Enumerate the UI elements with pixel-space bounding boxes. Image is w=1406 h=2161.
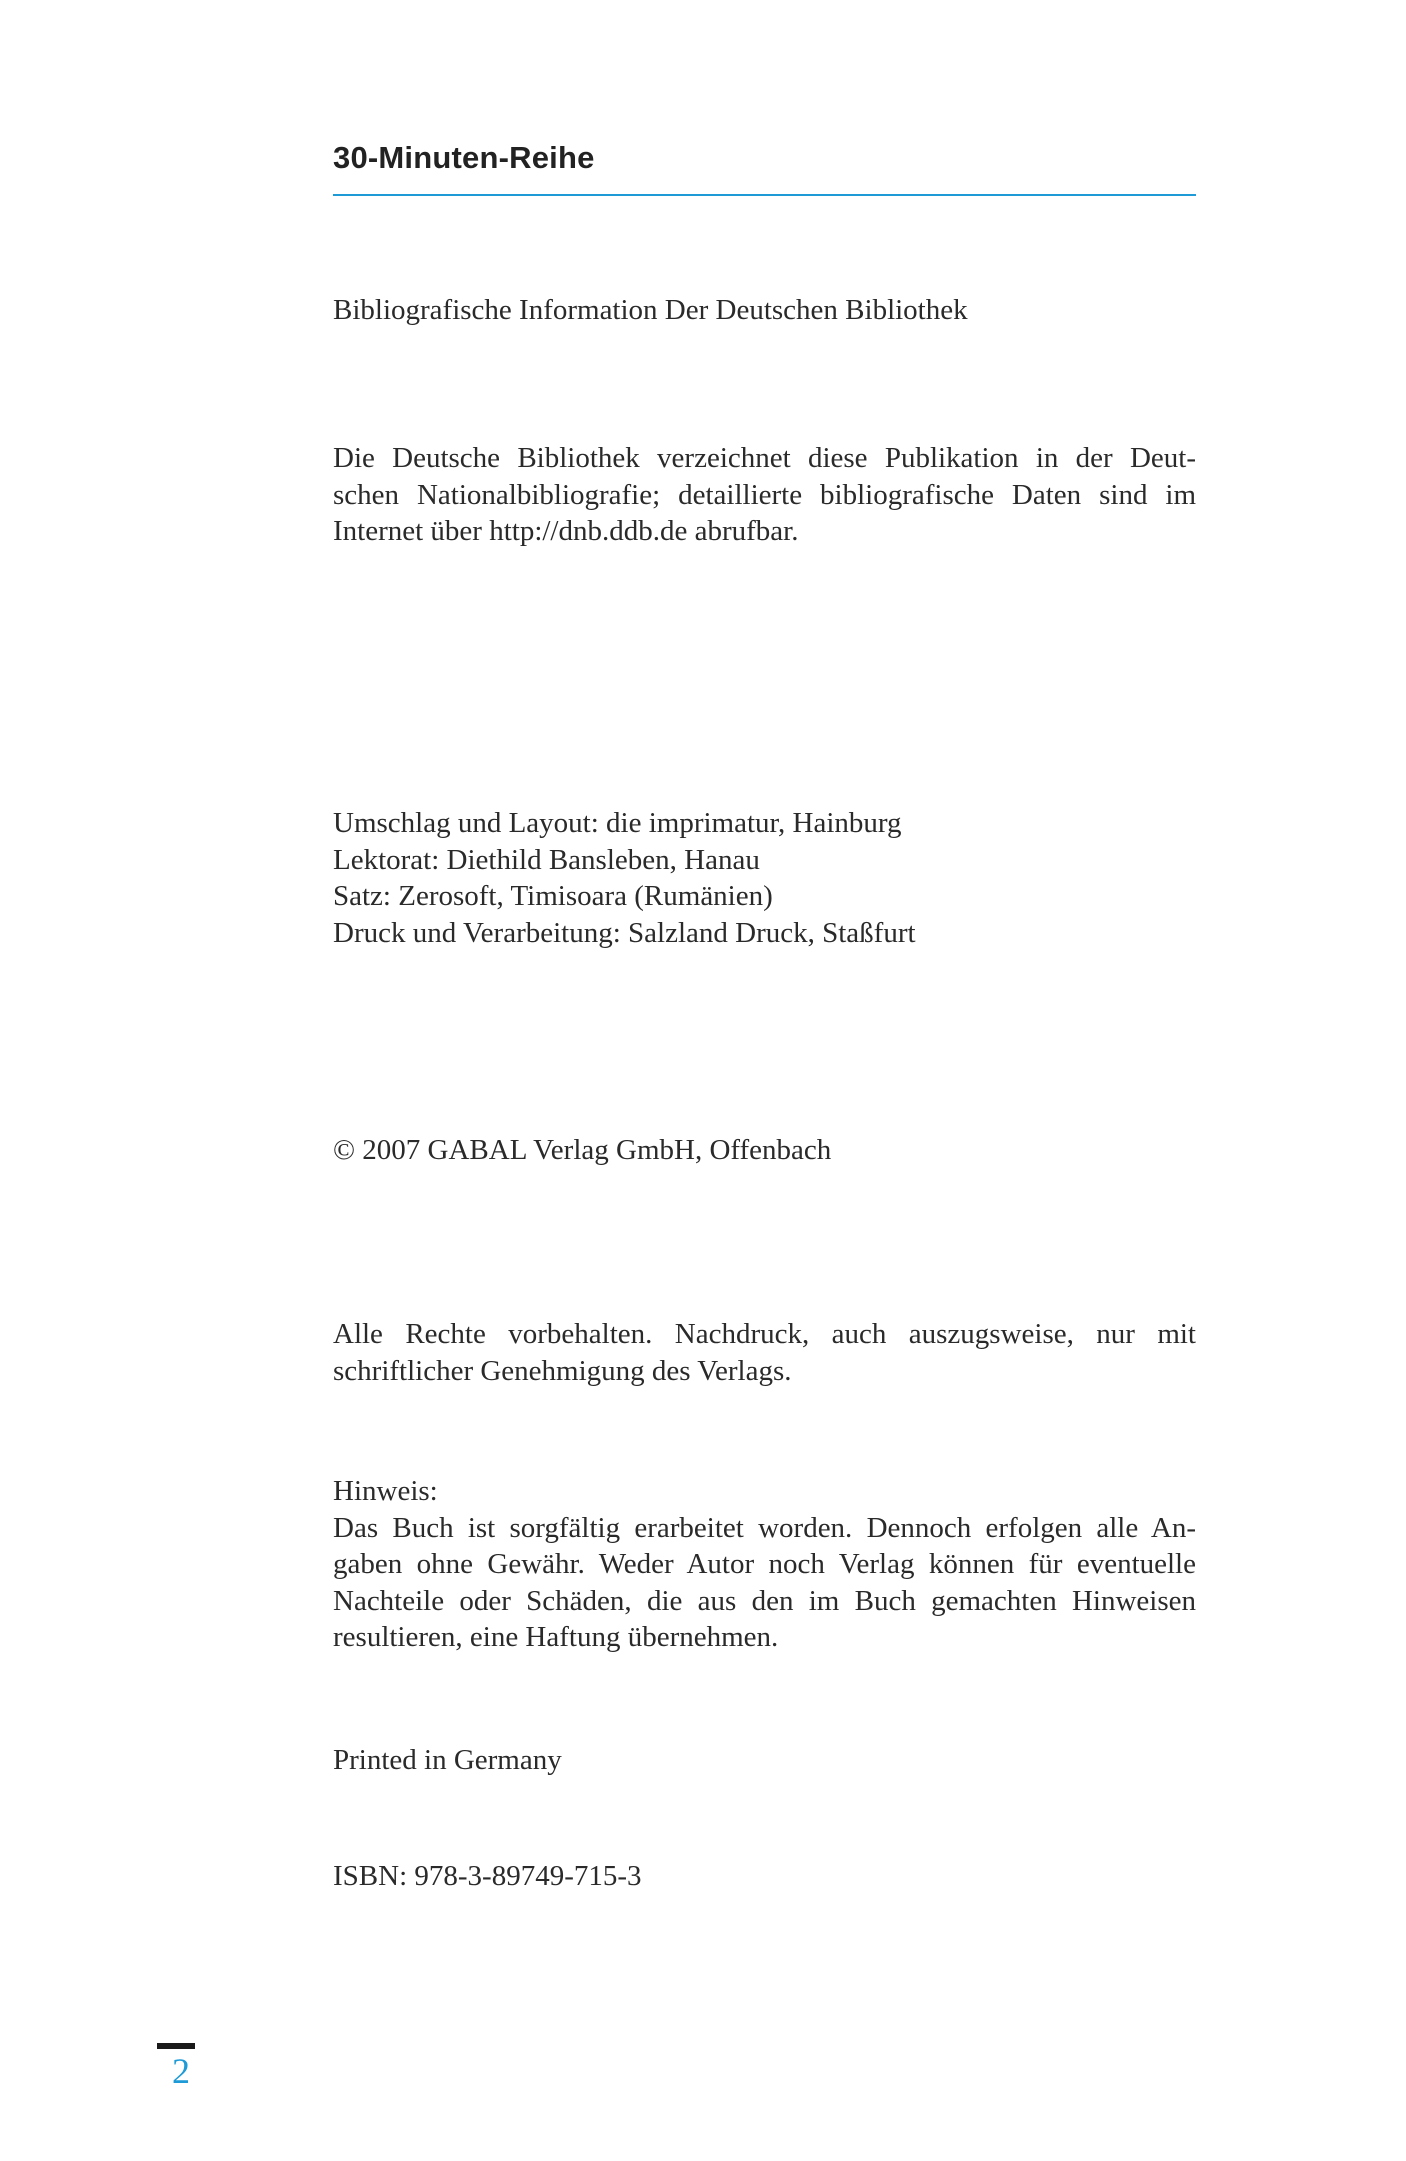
rights-line: Alle Rechte vorbehalten. Nachdruck, auch auszugsweise, nur mit <box>333 1318 1196 1350</box>
bibliographic-paragraph <box>333 440 1196 550</box>
notice-label: Hinweis: <box>333 1475 438 1507</box>
credits-line: Umschlag und Layout: die imprimatur, Hainburg <box>333 807 902 839</box>
bibliographic-line: Die Deutsche Bibliothek verzeichnet diese Publikation in der Deut- <box>333 442 1196 474</box>
rights-paragraph <box>333 1316 1196 1389</box>
credits-line: Satz: Zerosoft, Timisoara (Rumänien) <box>333 880 773 912</box>
notice-line: resultieren, eine Haftung übernehmen. <box>333 1621 779 1653</box>
copyright-text: © 2007 GABAL Verlag GmbH, Offenbach <box>333 1134 832 1166</box>
printed-text: Printed in Germany <box>333 1744 562 1776</box>
printed-block <box>333 1742 1196 1779</box>
isbn-block <box>333 1858 1196 1895</box>
isbn-text: ISBN: 978-3-89749-715-3 <box>333 1860 642 1892</box>
credits-line: Druck und Verarbeitung: Salzland Druck, Staßfurt <box>333 916 916 949</box>
bibliographic-heading <box>333 292 1196 329</box>
notice-line: Nachteile oder Schäden, die aus den im Buch gemachten Hinweisen <box>333 1584 1196 1617</box>
series-title: 30-Minuten-Reihe <box>333 140 595 175</box>
credits-line: Lektorat: Diethild Bansleben, Hanau <box>333 843 760 876</box>
page-number-mark <box>157 2043 195 2049</box>
rights-line: schriftlicher Genehmigung des Verlags. <box>333 1354 792 1387</box>
page-number: 2 <box>172 2051 190 2091</box>
notice-line: Das Buch ist sorgfältig erarbeitet worden. Dennoch erfolgen alle An- <box>333 1511 1196 1544</box>
bibliographic-line: Internet über http://dnb.ddb.de abrufbar. <box>333 515 799 547</box>
notice-paragraph <box>333 1473 1196 1656</box>
bibliographic-line: schen Nationalbibliografie; detaillierte bibliografische Daten sind im <box>333 478 1196 511</box>
notice-line: gaben ohne Gewähr. Weder Autor noch Verlag können für eventuelle <box>333 1548 1196 1580</box>
credits-block <box>333 805 1196 951</box>
bibliographic-heading-text: Bibliografische Information Der Deutschen Bibliothek <box>333 294 968 326</box>
copyright-block <box>333 1132 1196 1169</box>
series-title-rule <box>333 194 1196 196</box>
